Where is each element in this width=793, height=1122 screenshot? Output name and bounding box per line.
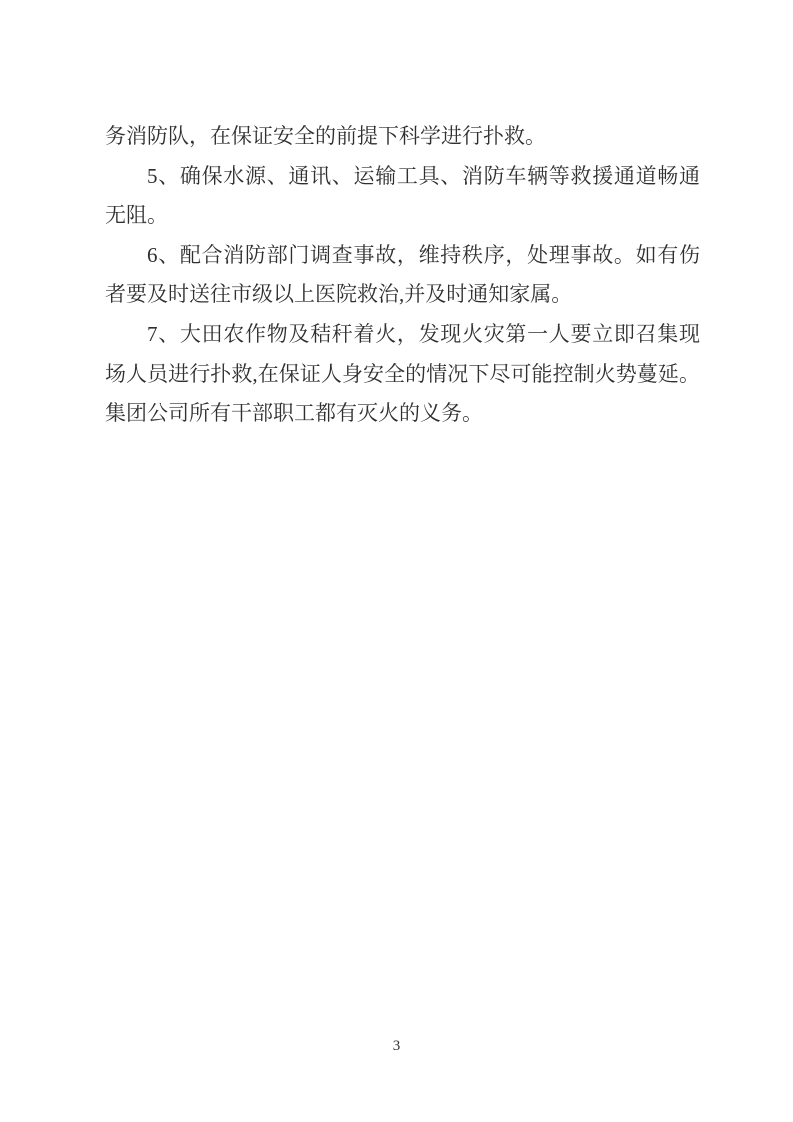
page-number: 3 xyxy=(392,1038,401,1054)
document-body xyxy=(105,117,700,434)
paragraph: 5、确保水源、通讯、运输工具、消防车辆等救援通道畅通无阻。 xyxy=(105,163,700,228)
paragraph: 务消防队，在保证安全的前提下科学进行扑救。 xyxy=(105,124,546,148)
paragraph: 6、配合消防部门调查事故，维持秩序，处理事故。如有伤者要及时送往市级以上医院救治,并及时通知家属。 xyxy=(105,242,700,307)
paragraph: 7、大田农作物及秸秆着火，发现火灾第一人要立即召集现场人员进行扑救,在保证人身安全的情况下尽可能控制火势蔓延。集团公司所有干部职工都有灭火的义务。 xyxy=(105,321,700,426)
